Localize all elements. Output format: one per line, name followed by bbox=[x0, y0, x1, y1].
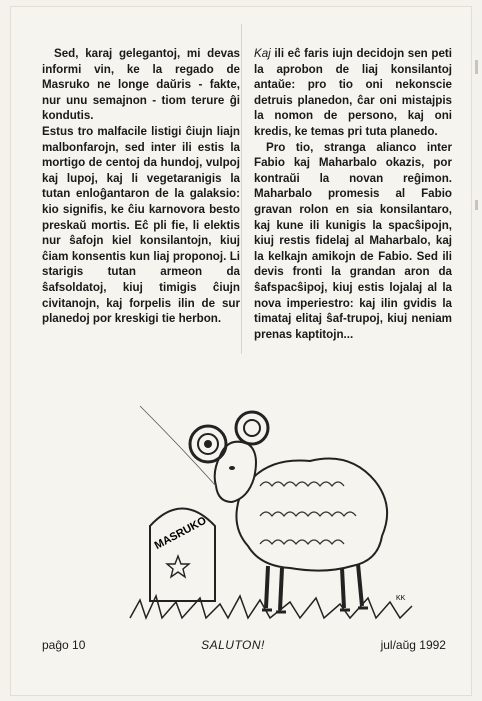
page-footer bbox=[42, 638, 446, 652]
issue-date: jul/aŭg 1992 bbox=[380, 638, 446, 652]
edge-mark bbox=[475, 60, 478, 74]
tombstone-text: MASRUKO bbox=[152, 514, 209, 552]
right-column bbox=[254, 46, 452, 342]
right-paragraph-1-lead: Kaj bbox=[254, 47, 271, 60]
left-paragraph-1: Sed, karaj gelegantoj, mi devas informi vin, ke la regado de Masruko ne longe daŭris - fakte, nur unu semajnon - tiom terure ĝi kondutis. bbox=[42, 47, 240, 123]
ram-illustration bbox=[120, 386, 420, 626]
edge-mark bbox=[475, 200, 478, 210]
right-paragraph-1 bbox=[254, 46, 452, 140]
left-column bbox=[42, 46, 240, 327]
magazine-page bbox=[10, 6, 472, 696]
left-paragraph-2: Estus tro malfacile listigi ĉiujn liajn malbonfarojn, sed inter ili estis la mortigo de centoj da hundoj, vulpoj kaj lupoj, kaj li vegetaranigis la tutan enloĝantaron de la galaksio: kio signifis, ke ĉiu karnovora besto preskaŭ mortis. Eĉ pli fie, li elektis nur ŝafojn kiel konsilantojn, kiuj ĉiam konsentis kun liaj proponoj. Li starigis tutan armeon da ŝafsoldatoj, kiuj timigis ĉiujn civitanojn, kaj forpelis ilin de sur planedoj por kreskigi tie herbon. bbox=[42, 124, 240, 326]
magazine-title: SALUTON! bbox=[201, 638, 265, 652]
page-number: paĝo 10 bbox=[42, 638, 86, 652]
artist-signature: KK bbox=[396, 595, 406, 602]
column-gutter bbox=[241, 24, 242, 354]
right-paragraph-1-text: ili eĉ faris iujn decidojn sen peti la aprobon de liaj konsilantoj antaŭe: pro tio oni nekonscie detruis planedon, ĉar oni mistajpis la nomon de persono, kaj oni kredis, ke temas pri tuta planedo. bbox=[254, 47, 452, 138]
right-paragraph-2: Pro tio, stranga alianco inter Fabio kaj Maharbalo okazis, por kontraŭi la novan reĝimon. Maharbalo promesis al Fabio gravan rolon en sia konsilantaro, kaj kune ili kunigis la spacŝipojn, kiuj restis fidelaj al Maharbalo, kaj la kelkajn amikojn de Fabio. Sed ili devis fronti la grandan aron da ŝafspacŝipoj, kiuj estis lojalaj al la nova imperiestro: kaj ilin gvidis la timataj elitaj ŝaf-trupoj, kiuj neniam prenas kaptitojn... bbox=[254, 140, 452, 341]
